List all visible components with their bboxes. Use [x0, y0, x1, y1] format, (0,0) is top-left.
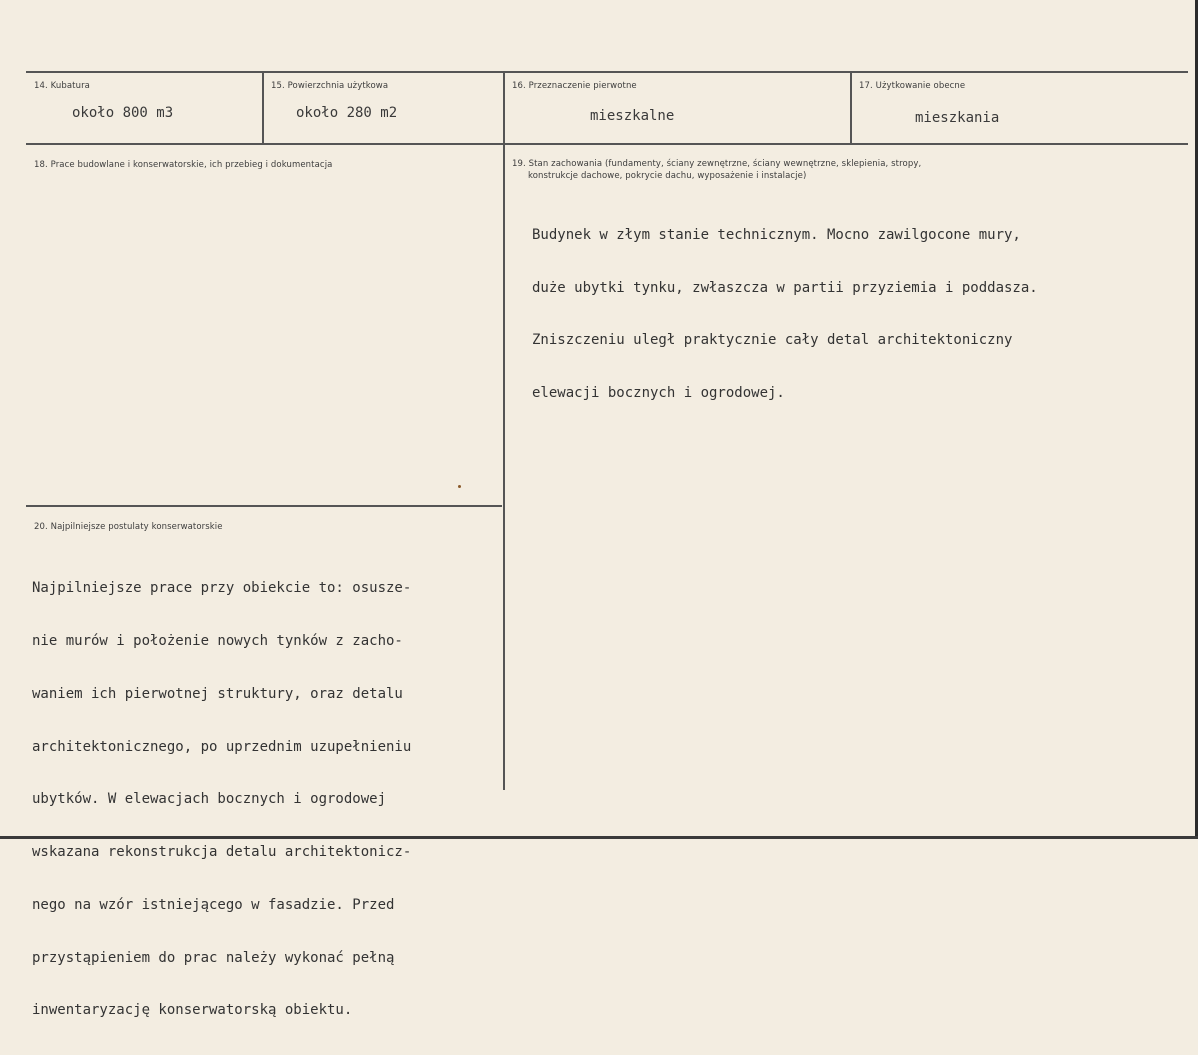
paper-spot: [458, 485, 461, 488]
field-15-value: około 280 m2: [296, 105, 398, 121]
field-19-line: Budynek w złym stanie technicznym. Mocno zawilgocone mury,: [532, 227, 1021, 243]
field-17-label: 17. Użytkowanie obecne: [859, 81, 966, 91]
field-14-value: około 800 m3: [72, 105, 174, 121]
field-18-label: 18. Prace budowlane i konserwatorskie, ich przebieg i dokumentacja: [34, 160, 333, 170]
row-divider-1: [26, 143, 1188, 145]
field-20-text: [32, 545, 411, 1055]
field-19-line: Zniszczeniu uległ praktycznie cały detal architektoniczny: [532, 332, 1013, 348]
col-divider-16-17: [850, 72, 852, 144]
field-16-value: mieszkalne: [590, 108, 675, 124]
field-20-line: przystąpieniem do prac należy wykonać pełną: [32, 949, 395, 966]
col-divider-15-16: [503, 72, 505, 790]
field-20-line: nego na wzór istniejącego w fasadzie. Przed: [32, 896, 395, 913]
field-15-label: 15. Powierzchnia użytkowa: [271, 81, 389, 91]
field-17-value: mieszkania: [915, 110, 1000, 126]
field-19-line: elewacji bocznych i ogrodowej.: [532, 384, 785, 401]
field-20-line: waniem ich pierwotnej struktury, oraz detalu: [32, 685, 403, 702]
field-20-line: nie murów i położenie nowych tynków z zacho-: [32, 632, 403, 649]
top-rule: [26, 71, 1188, 73]
field-20-line: inwentaryzację konserwatorską obiektu.: [32, 1002, 353, 1019]
field-14-label: 14. Kubatura: [34, 81, 90, 91]
field-19-label-line1: 19. Stan zachowania (fundamenty, ściany zewnętrzne, ściany wewnętrzne, sklepienia, stropy,: [512, 159, 922, 169]
col-divider-14-15: [262, 72, 264, 144]
field-16-label: 16. Przeznaczenie pierwotne: [512, 81, 637, 91]
field-20-label: 20. Najpilniejsze postulaty konserwatorskie: [34, 522, 223, 532]
field-20-line: wskazana rekonstrukcja detalu architektonicz-: [32, 844, 412, 861]
row-divider-2: [26, 505, 502, 507]
field-19-label-line2: konstrukcje dachowe, pokrycie dachu, wyposażenie i instalacje): [528, 171, 807, 181]
field-20-line: Najpilniejsze prace przy obiekcie to: osusze-: [32, 580, 412, 597]
field-19-line: duże ubytki tynku, zwłaszcza w partii przyziemia i poddasza.: [532, 279, 1038, 296]
field-20-line: ubytków. W elewacjach bocznych i ogrodowej: [32, 791, 387, 808]
field-19-text: [532, 192, 1038, 437]
field-20-line: architektonicznego, po uprzednim uzupełnieniu: [32, 738, 412, 755]
